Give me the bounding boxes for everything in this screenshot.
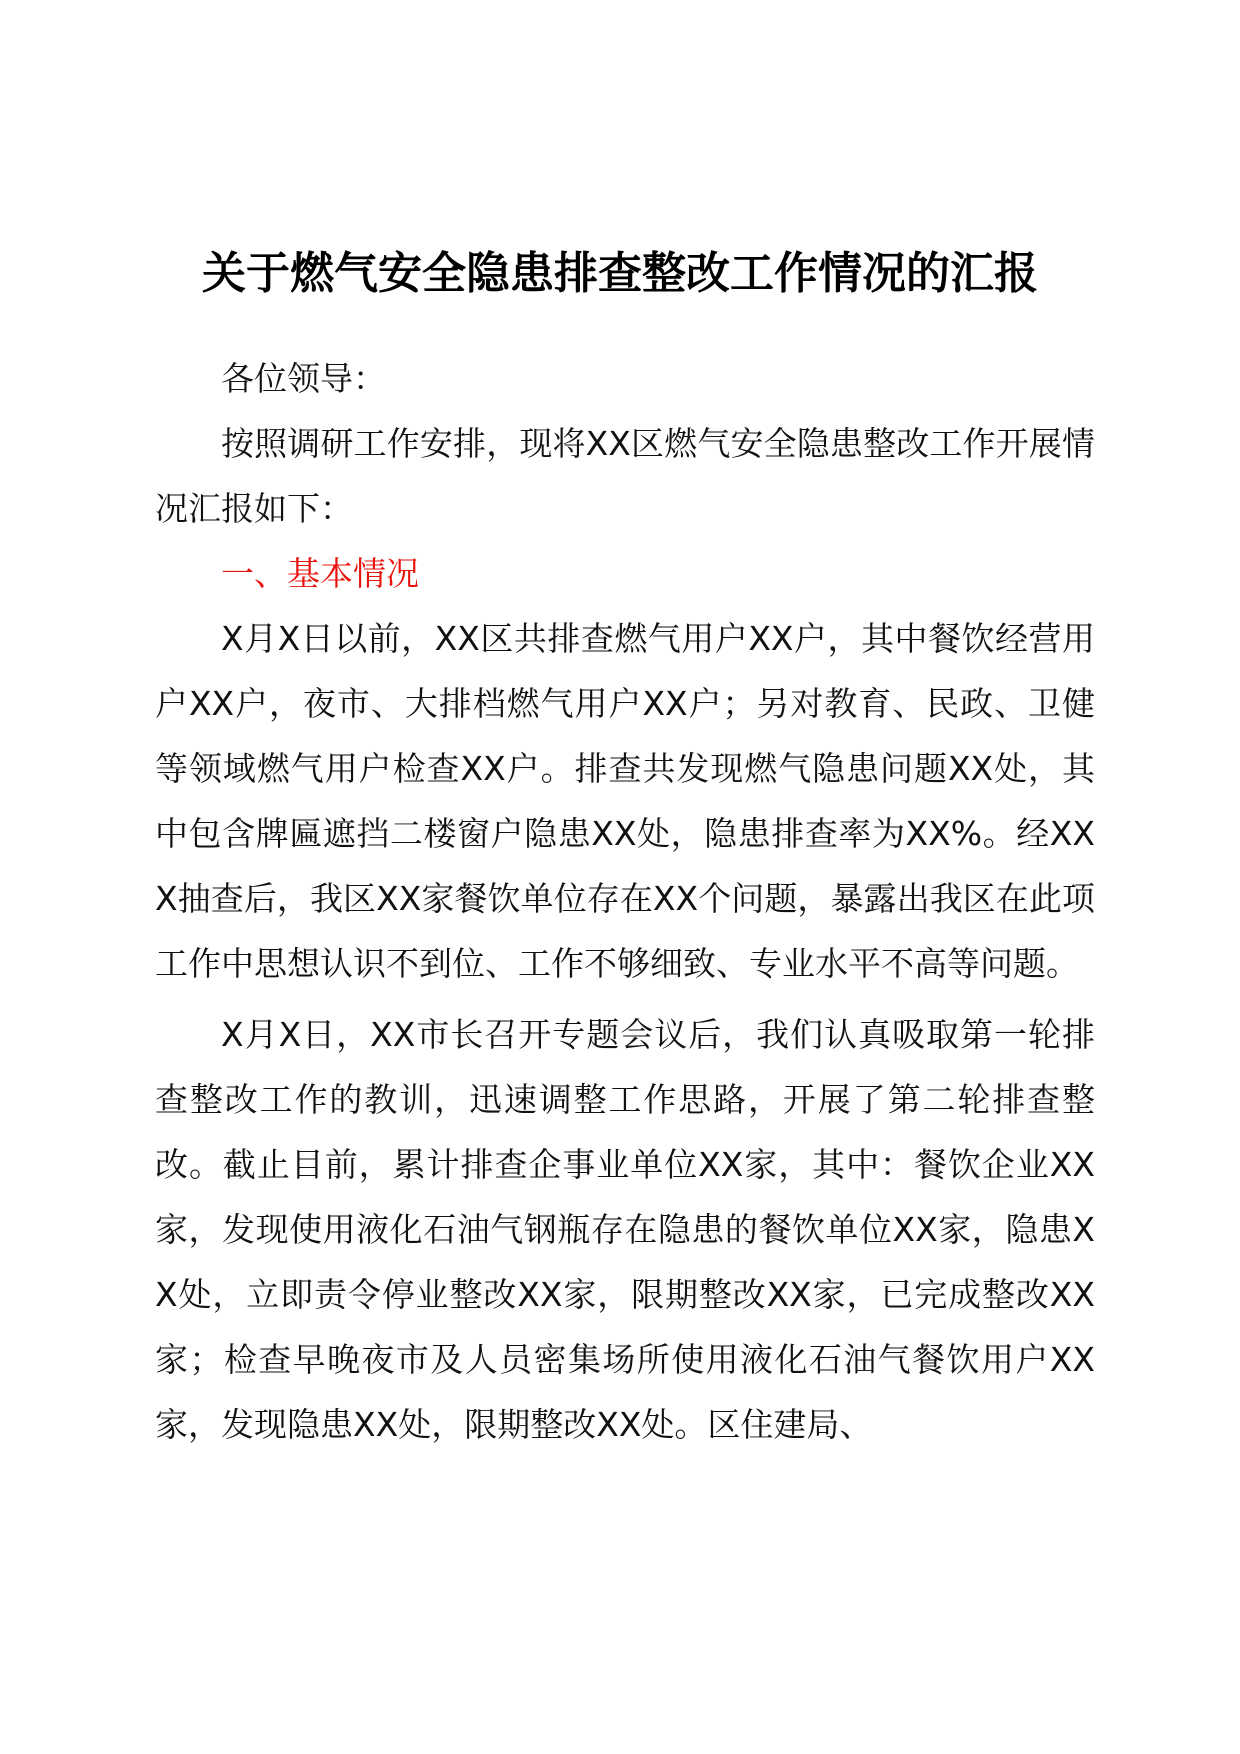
paragraph-first-round: X月X日以前，XX区共排查燃气用户XX户，其中餐饮经营用户XX户，夜市、大排档燃气用户XX户；另对教育、民政、卫健等领域燃气用户检查XX户。排查共发现燃气隐患问题XX处，其中包含牌匾遮挡二楼窗户隐患XX处，隐患排查率为XX%。经XXX抽查后，我区XX家餐饮单位存在XX个问题，暴露出我区在此项工作中思想认识不到位、工作不够细致、专业水平不高等问题。 xyxy=(155,619,1095,983)
document-title: 关于燃气安全隐患排查整改工作情况的汇报 xyxy=(202,248,1038,299)
intro-paragraph: 按照调研工作安排，现将XX区燃气安全隐患整改工作开展情况汇报如下： xyxy=(155,424,1095,528)
section-heading-basic-situation: 一、基本情况 xyxy=(221,554,419,593)
paragraph-second-round: X月X日，XX市长召开专题会议后，我们认真吸取第一轮排查整改工作的教训，迅速调整工作思路，开展了第二轮排查整改。截止目前，累计排查企事业单位XX家，其中：餐饮企业XX家，发现使用液化石油气钢瓶存在隐患的餐饮单位XX家，隐患XX处，立即责令停业整改XX家，限期整改XX家，已完成整改XX家；检查早晚夜市及人员密集场所使用液化石油气餐饮用户XX家，发现隐患XX处，限期整改XX处。区住建局、 xyxy=(155,1015,1095,1444)
document-body xyxy=(155,346,1095,1457)
salutation: 各位领导： xyxy=(221,359,386,398)
